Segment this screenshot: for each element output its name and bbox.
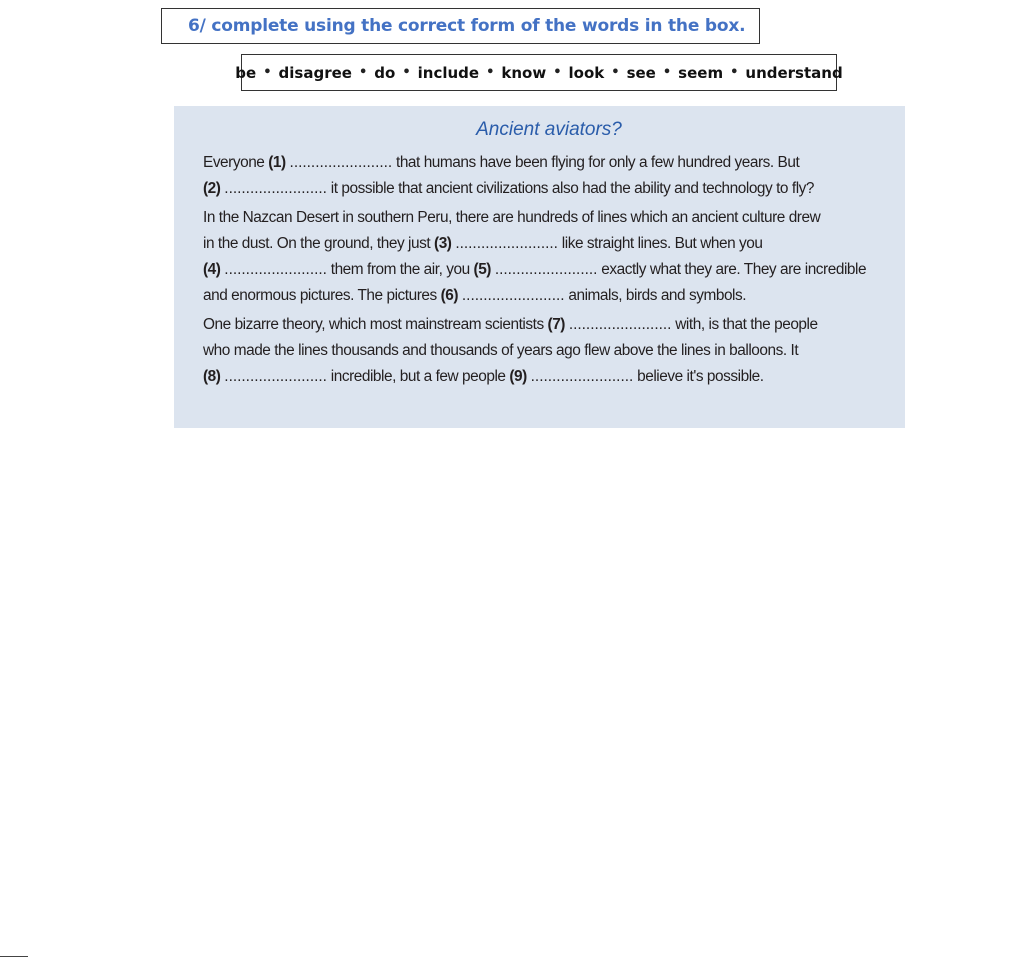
text-span: them from the air, you: [326, 261, 474, 278]
item-number-6: (6): [440, 287, 459, 304]
word-box: [235, 54, 843, 91]
word-look: look: [568, 63, 605, 82]
bullet-separator: •: [402, 65, 411, 80]
word-be: be: [235, 63, 257, 82]
blank-1: ........................: [289, 154, 393, 171]
passage-panel: [174, 106, 905, 428]
word-disagree: disagree: [278, 63, 352, 82]
item-number-5: (5): [473, 261, 491, 278]
text-span: like straight lines. But when you: [557, 235, 763, 252]
bullet-separator: •: [730, 65, 739, 80]
text-span: it possible that ancient civilizations also had the ability and technology to fly?: [326, 180, 815, 197]
text-span: One bizarre theory, which most mainstream scientists: [203, 316, 548, 333]
text-span: with, is that the people: [671, 316, 818, 333]
text-line: [203, 312, 893, 338]
word-do: do: [374, 63, 396, 82]
bullet-separator: •: [358, 65, 368, 80]
text-span: animals, birds and symbols.: [564, 287, 747, 304]
text-line: [203, 257, 893, 283]
text-span: that humans have been flying for only a few hundred years. But: [392, 154, 800, 171]
text-span: incredible, but a few people: [326, 368, 510, 385]
blank-9: ........................: [530, 368, 634, 385]
text-line: In the Nazcan Desert in southern Peru, there are hundreds of lines which an ancient culture drew: [203, 209, 821, 226]
text-line: [203, 364, 893, 390]
blank-3: ........................: [455, 235, 558, 252]
item-number-2: (2): [203, 180, 221, 197]
bullet-separator: •: [263, 65, 272, 80]
item-number-7: (7): [547, 316, 565, 333]
item-number-4: (4): [203, 261, 221, 278]
item-number-3: (3): [434, 235, 452, 252]
bullet-separator: •: [662, 65, 672, 80]
page-corner-rule: [0, 956, 28, 957]
bullet-separator: •: [553, 65, 562, 80]
bullet-separator: •: [486, 65, 495, 80]
text-span: exactly what they are. They are incredible: [597, 261, 867, 278]
blank-5: ........................: [494, 261, 598, 278]
text-line: [203, 283, 893, 309]
blank-2: ........................: [224, 180, 327, 197]
text-line: who made the lines thousands and thousands of years ago flew above the lines in balloons. It: [203, 342, 799, 359]
word-see: see: [626, 63, 656, 82]
text-line: [203, 231, 893, 257]
word-seem: seem: [678, 63, 724, 82]
word-include: include: [417, 63, 480, 82]
word-understand: understand: [745, 63, 843, 82]
word-know: know: [501, 63, 547, 82]
blank-4: ........................: [224, 261, 327, 278]
text-span: and enormous pictures. The pictures: [203, 287, 441, 304]
bullet-separator: •: [611, 65, 620, 80]
paragraph-3: [203, 312, 893, 390]
item-number-1: (1): [268, 154, 286, 171]
blank-8: ........................: [224, 368, 327, 385]
text-span: Everyone: [203, 154, 269, 171]
paragraph-2: [203, 205, 893, 309]
item-number-9: (9): [509, 368, 527, 385]
instruction-box: [161, 8, 760, 44]
passage-title: Ancient aviators?: [476, 119, 622, 140]
text-line: [203, 150, 893, 176]
blank-7: ........................: [568, 316, 672, 333]
blank-6: ........................: [461, 287, 565, 304]
text-line: [203, 176, 893, 202]
text-span: in the dust. On the ground, they just: [203, 235, 435, 252]
text-span: believe it's possible.: [633, 368, 764, 385]
instruction-text: 6/ complete using the correct form of the words in the box.: [188, 16, 746, 36]
item-number-8: (8): [203, 368, 221, 385]
paragraph-1: [203, 150, 893, 202]
